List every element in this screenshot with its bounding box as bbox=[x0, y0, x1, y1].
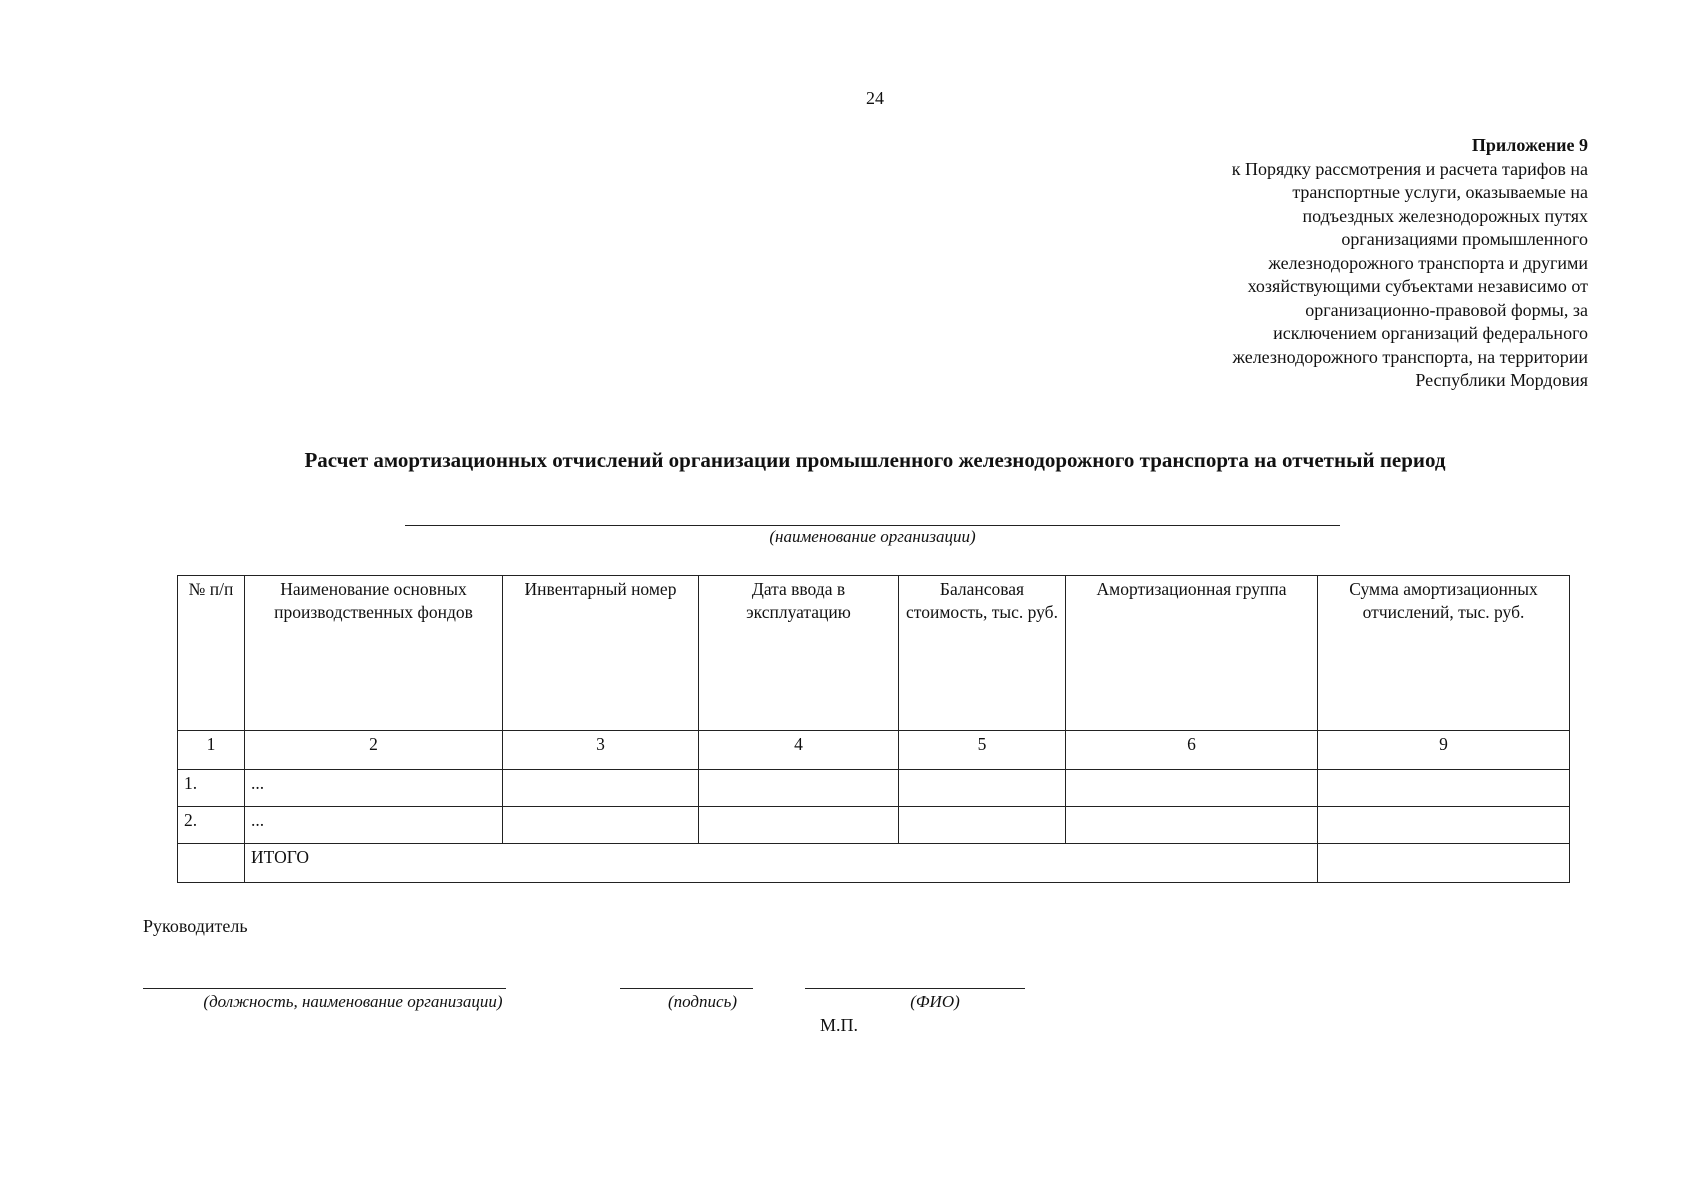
total-sum-cell bbox=[1318, 844, 1570, 883]
row-number: 1. bbox=[178, 770, 245, 807]
organization-name-line bbox=[405, 525, 1340, 526]
empty-cell bbox=[503, 807, 699, 844]
full-name-line bbox=[805, 988, 1025, 989]
column-number: 6 bbox=[1066, 731, 1318, 770]
column-numbers-row bbox=[178, 731, 1570, 770]
empty-cell bbox=[1318, 770, 1570, 807]
empty-cell bbox=[503, 770, 699, 807]
empty-cell bbox=[1066, 770, 1318, 807]
position-signature-line bbox=[143, 988, 506, 989]
header-inventory-number: Инвентарный номер bbox=[503, 576, 699, 731]
appendix-line: железнодорожного транспорта, на территории bbox=[1232, 346, 1588, 367]
empty-cell bbox=[1066, 807, 1318, 844]
column-number: 1 bbox=[178, 731, 245, 770]
table-header-row bbox=[178, 576, 1570, 731]
column-number: 9 bbox=[1318, 731, 1570, 770]
full-name-caption: (ФИО) bbox=[910, 992, 960, 1011]
appendix-line: Республики Мордовия bbox=[1415, 370, 1588, 390]
total-row bbox=[178, 844, 1570, 883]
column-number: 5 bbox=[899, 731, 1066, 770]
header-depreciation-group: Амортизационная группа bbox=[1066, 576, 1318, 731]
appendix-title: Приложение 9 bbox=[1471, 135, 1588, 155]
row-asset-name: ... bbox=[245, 770, 503, 807]
header-number: № п/п bbox=[178, 576, 245, 731]
empty-cell bbox=[699, 807, 899, 844]
table-row bbox=[178, 770, 1570, 807]
column-number: 2 bbox=[245, 731, 503, 770]
appendix-line: исключением организаций федерального bbox=[1273, 323, 1588, 343]
page-number: 24 bbox=[866, 88, 884, 108]
depreciation-table bbox=[177, 575, 1570, 883]
appendix-line: к Порядку рассмотрения и расчета тарифов на bbox=[1231, 158, 1588, 179]
empty-cell bbox=[899, 807, 1066, 844]
document-title: Расчет амортизационных отчислений организации промышленного железнодорожного транспорта на отчетный период bbox=[304, 448, 1446, 472]
header-commission-date: Дата ввода в эксплуатацию bbox=[699, 576, 899, 731]
header-asset-name: Наименование основных производственных фондов bbox=[245, 576, 503, 731]
stamp-label: М.П. bbox=[820, 1015, 859, 1035]
signature-line bbox=[620, 988, 753, 989]
appendix-line: железнодорожного транспорта и другими bbox=[1268, 252, 1588, 273]
appendix-line: подъездных железнодорожных путях bbox=[1302, 205, 1588, 226]
appendix-line: хозяйствующими субъектами независимо от bbox=[1247, 276, 1588, 296]
column-number: 4 bbox=[699, 731, 899, 770]
empty-cell bbox=[699, 770, 899, 807]
head-label: Руководитель bbox=[143, 916, 248, 936]
signature-caption: (подпись) bbox=[668, 992, 737, 1011]
organization-caption: (наименование организации) bbox=[769, 527, 976, 546]
table-row bbox=[178, 807, 1570, 844]
header-book-value: Балансовая стоимость, тыс. руб. bbox=[899, 576, 1066, 731]
empty-cell bbox=[1318, 807, 1570, 844]
appendix-line: транспортные услуги, оказываемые на bbox=[1292, 182, 1588, 202]
empty-cell bbox=[178, 844, 245, 883]
appendix-line: организациями промышленного bbox=[1341, 229, 1588, 249]
row-number: 2. bbox=[178, 807, 245, 844]
total-label: ИТОГО bbox=[245, 844, 1318, 883]
header-depreciation-sum: Сумма амортизационных отчислений, тыс. руб. bbox=[1318, 576, 1570, 731]
position-caption: (должность, наименование организации) bbox=[203, 992, 503, 1011]
empty-cell bbox=[899, 770, 1066, 807]
appendix-line: организационно-правовой формы, за bbox=[1305, 299, 1588, 320]
appendix-block bbox=[1068, 134, 1588, 393]
row-asset-name: ... bbox=[245, 807, 503, 844]
column-number: 3 bbox=[503, 731, 699, 770]
